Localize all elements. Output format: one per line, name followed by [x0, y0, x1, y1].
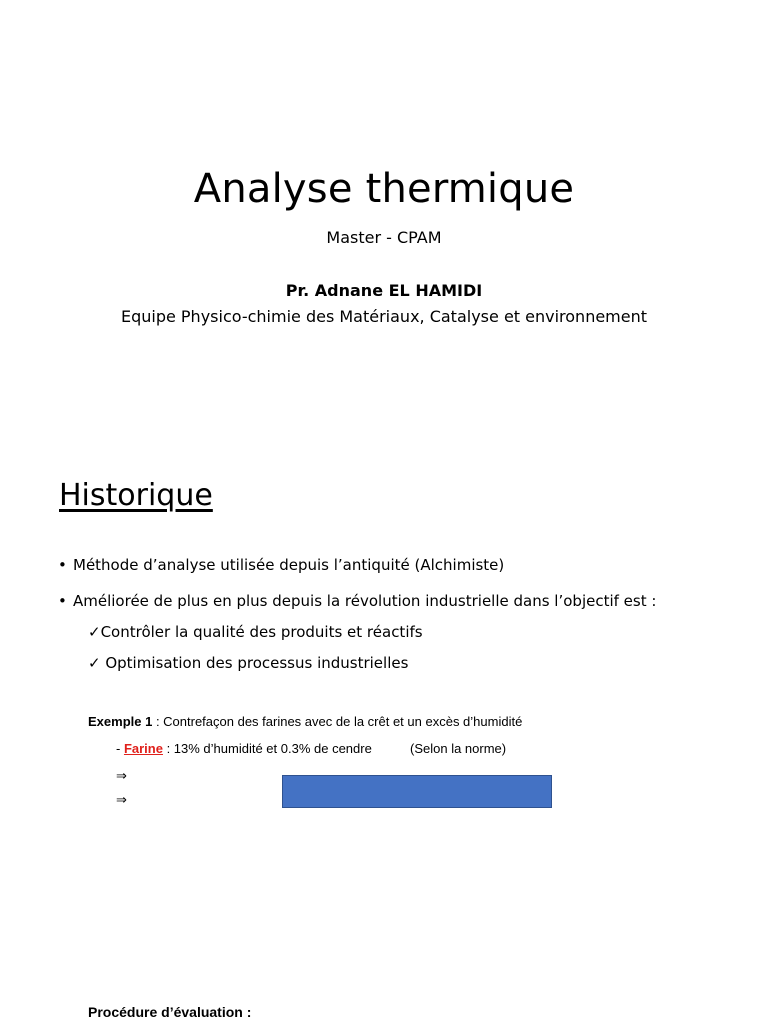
farine-line	[116, 741, 372, 756]
bullet-marker: •	[58, 592, 67, 610]
farine-text: : 13% d’humidité et 0.3% de cendre	[162, 741, 372, 756]
dash: -	[116, 741, 124, 756]
bullet-text: Méthode d’analyse utilisée depuis l’antiquité (Alchimiste)	[73, 556, 505, 574]
farine-label: Farine	[123, 741, 163, 756]
checkmark-icon: ✓	[88, 623, 101, 641]
slide-title: Analyse thermique	[193, 166, 575, 212]
check-item	[88, 654, 408, 672]
check-text: Optimisation des processus industrielles	[100, 654, 409, 672]
checkmark-icon: ✓	[88, 654, 101, 672]
check-item	[88, 623, 423, 641]
bullet-item	[58, 592, 656, 610]
blue-rectangle	[282, 775, 552, 808]
norm-note: (Selon la norme)	[410, 741, 507, 756]
bullet-item	[58, 556, 504, 574]
slide-subtitle: Master - CPAM	[326, 228, 442, 247]
example-line	[88, 714, 522, 729]
procedure-heading: Procédure d’évaluation :	[88, 1004, 252, 1020]
title-slide	[0, 0, 768, 432]
team-name: Equipe Physico-chimie des Matériaux, Catalyse et environnement	[120, 307, 648, 326]
check-text: Contrôler la qualité des produits et réactifs	[100, 623, 423, 641]
historique-slide	[0, 432, 768, 1024]
bullet-marker: •	[58, 556, 67, 574]
section-heading: Historique	[59, 478, 213, 513]
example-label: Exemple 1	[88, 714, 153, 729]
arrow-icon: ⇒	[116, 792, 127, 807]
example-text: : Contrefaçon des farines avec de la crêt et un excès d’humidité	[152, 714, 523, 729]
bullet-text: Améliorée de plus en plus depuis la révolution industrielle dans l’objectif est :	[73, 592, 657, 610]
author-name: Pr. Adnane EL HAMIDI	[285, 281, 483, 300]
arrow-icon: ⇒	[116, 768, 127, 783]
